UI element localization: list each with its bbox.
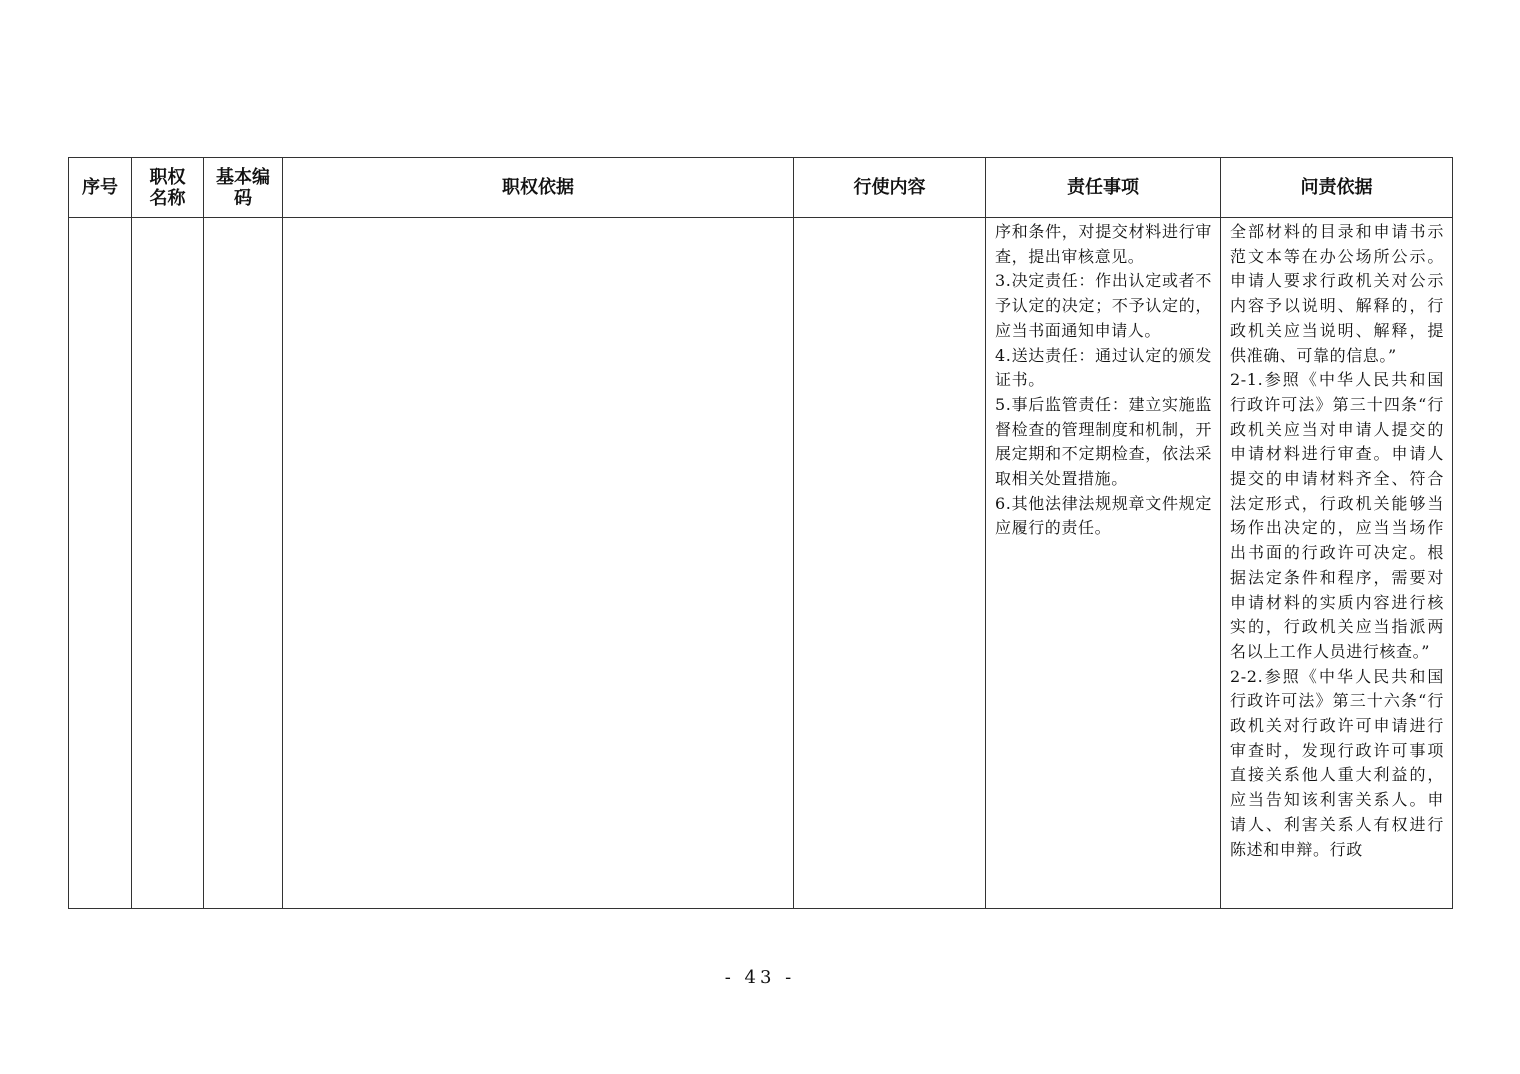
cell-power-name [132, 218, 204, 909]
header-base-code: 基本编 码 [204, 158, 283, 218]
responsibility-items-text: 序和条件，对提交材料进行审查，提出审核意见。 3.决定责任：作出认定或者不予认定的决定；不予认定的，应当书面通知申请人。 4.送达责任：通过认定的颁发证书。 5.事后监管责任：建立实施监督检查的管理制度和机制，开展定期和不定期检查，依法采取相关处置措施。 6.其他法律法规规章文件规定应履行的责任。 [995, 222, 1212, 538]
header-responsibility-items: 责任事项 [986, 158, 1221, 218]
header-power-name: 职权 名称 [132, 158, 204, 218]
cell-accountability-basis [1221, 218, 1453, 909]
cell-exercise-content [794, 218, 986, 909]
cell-power-basis [283, 218, 794, 909]
table-row [69, 218, 1453, 909]
header-accountability-basis: 问责依据 [1221, 158, 1453, 218]
page-number: - 43 - [724, 967, 796, 988]
cell-responsibility-items [986, 218, 1221, 909]
cell-base-code [204, 218, 283, 909]
header-seq: 序号 [69, 158, 132, 218]
responsibility-table [68, 157, 1453, 909]
cell-seq [69, 218, 132, 909]
accountability-basis-text: 全部材料的目录和申请书示范文本等在办公场所公示。申请人要求行政机关对公示内容予以说明、解释的，行政机关应当说明、解释，提供准确、可靠的信息。” 2-1.参照《中华人民共和国行政许可法》第三十四条“行政机关应当对申请人提交的申请材料进行审查。申请人提交的申请材料齐全、符合法定形式，行政机关能够当场作出决定的，应当当场作出书面的行政许可决定。根据法定条件和程序，需要对申请材料的实质内容进行核实的，行政机关应当指派两名以上工作人员进行核查。” 2-2.参照《中华人民共和国行政许可法》第三十六条“行政机关对行政许可申请进行审查时，发现行政许可事项直接关系他人重大利益的，应当告知该利害关系人。申请人、利害关系人有权进行陈述和申辩。行政 [1230, 222, 1444, 859]
header-exercise-content: 行使内容 [794, 158, 986, 218]
header-row [69, 158, 1453, 218]
header-power-basis: 职权依据 [283, 158, 794, 218]
